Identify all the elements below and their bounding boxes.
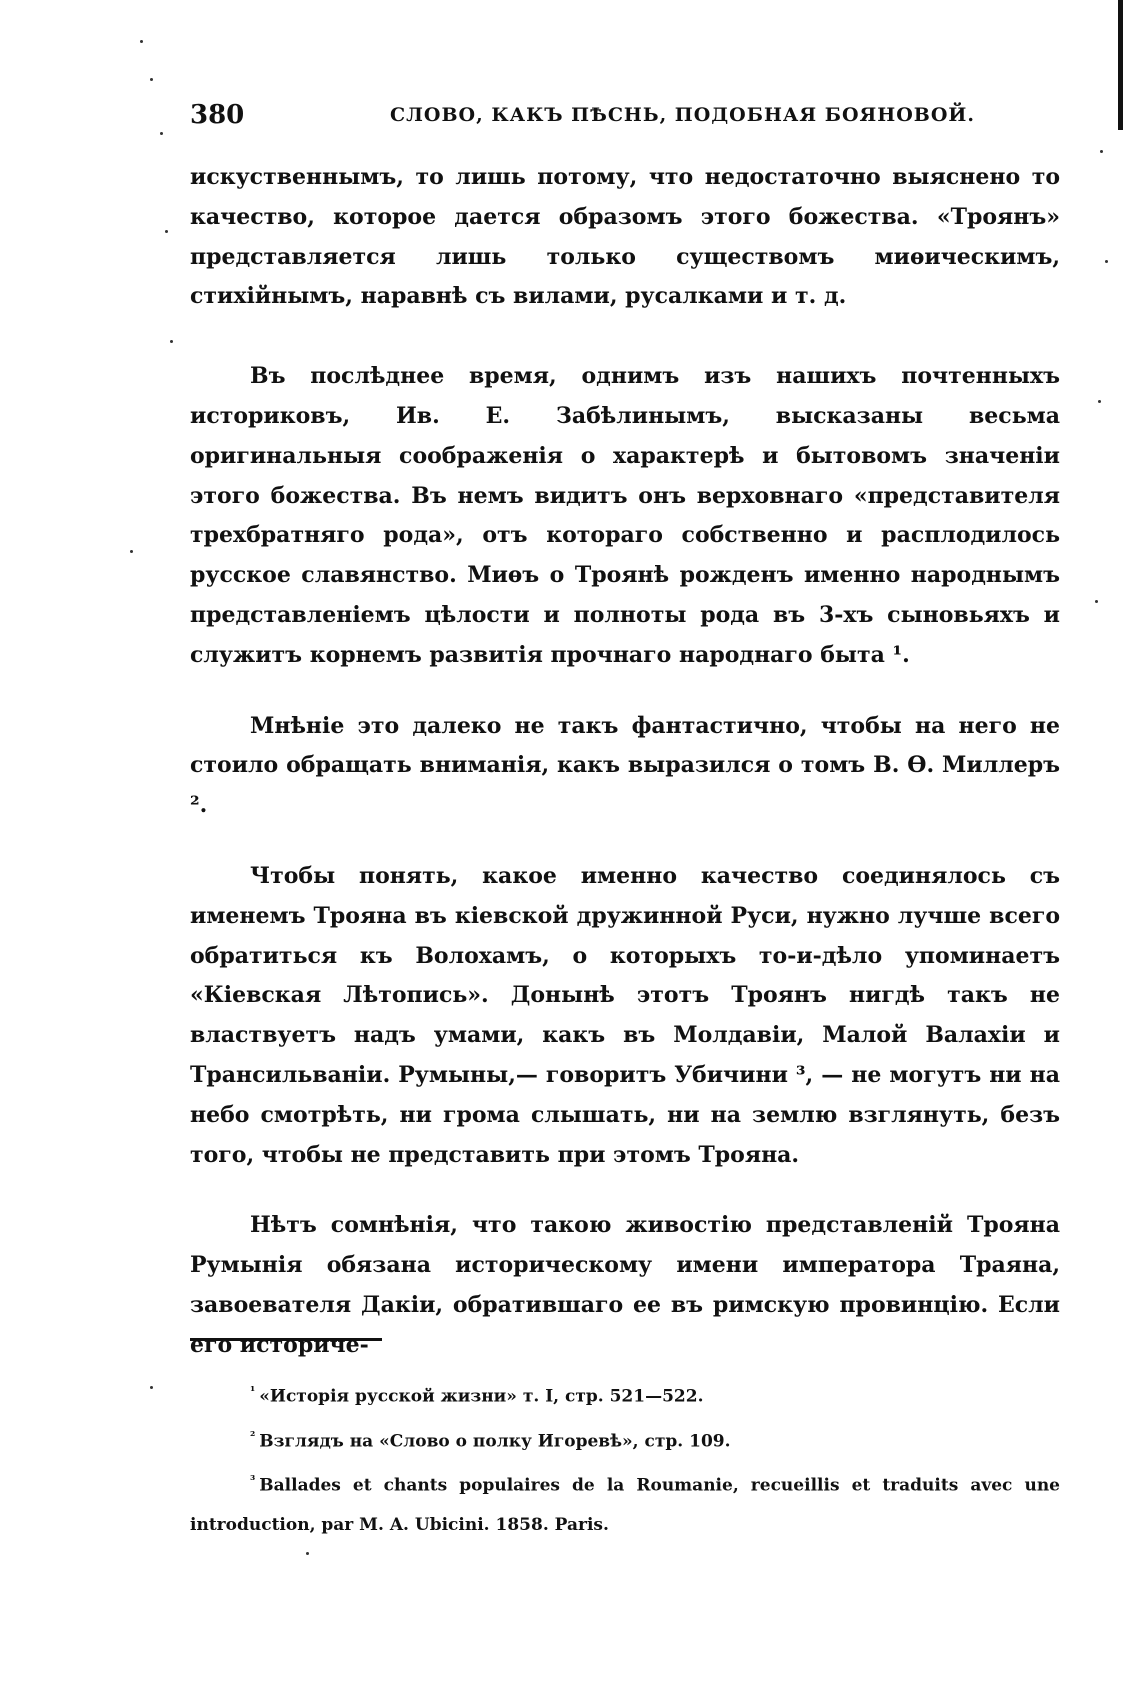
footnote-3 <box>190 1461 1060 1545</box>
scan-edge-shadow <box>1118 0 1123 130</box>
scan-speck <box>150 1386 153 1389</box>
footnote-2 <box>190 1417 1060 1462</box>
page-number: 380 <box>190 100 245 130</box>
scan-speck <box>1105 260 1108 263</box>
footnote-mark: ³ <box>250 1473 256 1488</box>
paragraph-vlachs: Чтобы понять, какое именно качество соединялось съ именемъ Трояна въ кіевской дружинной Руси, нужно лучше всего обратиться къ Волохамъ, о которыхъ то-и-дѣло упоминаетъ «Кіевская Лѣтопись». Донынѣ этотъ Троянъ нигдѣ такъ не властвуетъ надъ умами, какъ въ Молдавіи, Малой Валахіи и Трансильваніи. Румыны,— говоритъ Убичини ³, — не могутъ ни на небо смотрѣть, ни грома слышать, ни на землю взглянуть, безъ того, чтобы не представить при этомъ Трояна. <box>190 862 1060 1168</box>
paragraph-zabelin: Въ послѣднее время, однимъ изъ нашихъ почтенныхъ историковъ, Ив. Е. Забѣлинымъ, высказаны весьма оригинальныя соображенія о характерѣ и бытовомъ значеніи этого божества. Въ немъ видитъ онъ верховнаго «представителя трехбратняго рода», отъ котораго собственно и расплодилось русское славянство. Миѳъ о Троянѣ рожденъ именно народнымъ представленіемъ цѣлости и полноты рода въ 3-хъ сыновьяхъ и служитъ корнемъ развитія прочнаго народнаго быта ¹. <box>190 363 1060 668</box>
footnotes <box>190 1372 1060 1545</box>
footnote-divider <box>190 1338 382 1341</box>
scan-speck <box>306 1552 309 1555</box>
footnote-text: Взглядъ на «Слово о полку Игоревѣ», стр. 109. <box>259 1431 731 1452</box>
scan-speck <box>160 132 163 135</box>
footnote-text: Ballades et chants populaires de la Roumanie, recueillis et traduits avec une introduction, par M. A. Ubicini. 1858. Paris. <box>190 1475 1060 1535</box>
scan-speck <box>140 40 143 43</box>
scan-speck <box>1095 600 1098 603</box>
footnote-text: «Исторія русской жизни» т. I, стр. 521—522. <box>259 1386 704 1407</box>
scan-speck <box>170 340 173 343</box>
scan-speck <box>165 230 168 233</box>
body-text <box>190 158 1060 1397</box>
scan-speck <box>1098 400 1101 403</box>
running-head: СЛОВО, КАКЪ ПѢСНЬ, ПОДОБНАЯ БОЯНОВОЙ. <box>390 104 975 126</box>
paragraph-miller: Мнѣніе это далеко не такъ фантастично, чтобы на него не стоило обращать вниманія, какъ выразился о томъ В. Ѳ. Миллеръ ². <box>190 712 1060 819</box>
paragraph-continuation: искуственнымъ, то лишь потому, что недостаточно выяснено то качество, которое дается образомъ этого божества. «Троянъ» представляется лишь только существомъ миѳическимъ, стихійнымъ, наравнѣ съ вилами, русалками и т. д. <box>190 164 1060 310</box>
page-header <box>190 100 1060 136</box>
paragraph-trajan: Нѣтъ сомнѣнія, что такою живостію представленій Трояна Румынія обязана историческому имени императора Траяна, завоевателя Дакіи, обратившаго ее въ римскую провинцію. Если его историче- <box>190 1212 1060 1358</box>
footnote-1 <box>190 1372 1060 1417</box>
scan-speck <box>1100 150 1103 153</box>
scan-speck <box>130 550 133 553</box>
footnote-mark: ² <box>250 1428 256 1443</box>
scan-speck <box>150 78 153 81</box>
footnote-mark: ¹ <box>250 1384 256 1398</box>
